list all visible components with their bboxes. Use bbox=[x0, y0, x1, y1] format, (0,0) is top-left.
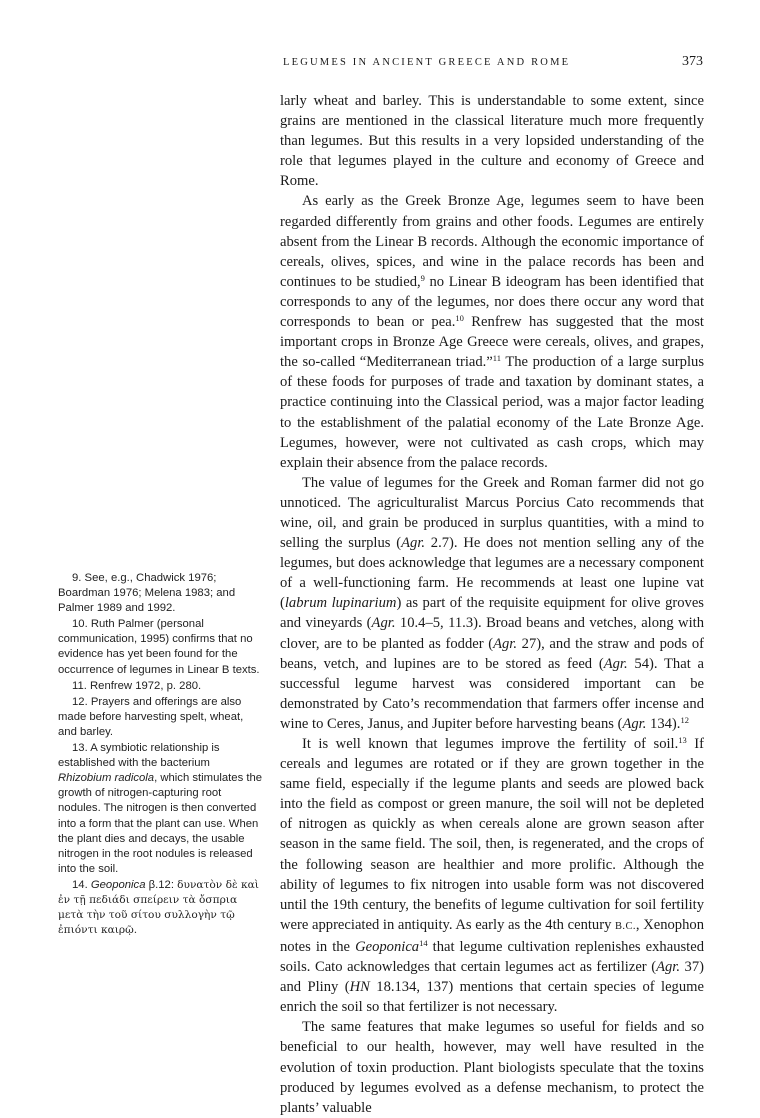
paragraph-1: larly wheat and barley. This is understandable to some extent, since grains are mentioned in the classical literature much more frequently than legumes. But this results in a very lopsided understanding of the role that legumes played in the culture and economy of Greece and Rome. bbox=[280, 93, 704, 190]
p4-text-3: , Xenophon notes in the bbox=[280, 916, 704, 955]
note-14-greek: δυνατὸν δὲ καὶ ἐν τῇ πεδιάδι σπείρειν τὰ ὄσπρια μετὰ τὴν τοῦ σίτου συλλογὴν τῷ ἐπιόντι καιρῷ. bbox=[58, 878, 259, 937]
note-11: 11. Renfrew 1972, p. 280. bbox=[72, 679, 202, 692]
p4-text-2: If cereals and legumes are rotated or if they are grown together in the same field, especially if the legume plants and seeds are plowed back into the field as compost or green manure, the soil will not be depleted of nitrogen as quickly as when cereals alone are grown season after season in the same field. The soil, then, is regenerated, and the crops of the following season are healthier and more prolific. Although the ability of legumes to fix nitrogen into usable form was not discovered until the 19th century, the benefits of legume cultivation for soil fertility were appreciated in antiquity. As early as the 4th century bbox=[280, 736, 704, 933]
note-13-text-a: 13. A symbiotic relationship is established with the bacterium bbox=[58, 742, 220, 770]
p3-text-1: The value of legumes for the Greek and Roman farmer did not go unnoticed. The agriculturalist Marcus Porcius Cato recommends that wine, oil, and grain be produced in surplus quantities, with a mind to selling the surplus ( bbox=[280, 474, 704, 552]
paragraph-5: The same features that make legumes so useful for fields and so beneficial to our health, however, may well have resulted in the evolution of toxin production. Plant biologists speculate that the toxins produced by legumes evolved as a defense mechanism, to protect the plants’ valuable bbox=[280, 1019, 704, 1116]
p3-cite-3: Agr. bbox=[493, 635, 518, 652]
p4-text-4: that legume cultivation replenishes exhausted soils. Cato acknowledges that certain legumes act as fertilizer ( bbox=[280, 938, 704, 976]
note-14-title: Geoponica bbox=[90, 878, 146, 891]
note-14-number: 14. bbox=[72, 878, 91, 891]
p3-text-6: 54). That a successful legume harvest was considered important can be demonstrated by Cato’s recommendation that farmers offer incense and wine to Ceres, Janus, and Jupiter before harvesting beans ( bbox=[280, 655, 704, 732]
p3-latin-term: labrum lupinarium bbox=[284, 595, 397, 612]
paragraph-3 bbox=[280, 473, 704, 734]
note-14 bbox=[58, 878, 264, 938]
footnote-ref-10[interactable]: 10 bbox=[455, 313, 464, 324]
note-13-text-b: , which stimulates the growth of nitrogen-capturing root nodules. The nitrogen is then converted into a form that the plant can use. When the plant dies and decays, the usable nitrogen in the root nodules is released into the soil. bbox=[58, 772, 263, 875]
p3-text-5: 27), and the straw and pods of beans, vetch, and lupines are to be stored as feed ( bbox=[280, 635, 704, 672]
sidenotes bbox=[58, 571, 264, 939]
footnote-ref-9[interactable]: 9 bbox=[420, 272, 425, 283]
page-number: 373 bbox=[682, 54, 703, 69]
footnote-ref-13[interactable]: 13 bbox=[678, 735, 687, 745]
p3-cite-1: Agr. bbox=[401, 535, 426, 552]
p4-text-6: 18.134, 137) mentions that certain species of legume enrich the soil so that fertilizer is not necessary. bbox=[280, 979, 704, 1016]
footnote-ref-14[interactable]: 14 bbox=[419, 937, 428, 948]
footnote-ref-11[interactable]: 11 bbox=[492, 353, 501, 364]
p3-text-3: ) as part of the requisite equipment for olive groves and vineyards ( bbox=[280, 595, 704, 632]
paragraph-2 bbox=[280, 191, 704, 472]
note-13-species: Rhizobium radicola bbox=[58, 772, 155, 785]
running-head: LEGUMES IN ANCIENT GREECE AND ROME bbox=[283, 57, 571, 68]
p4-geoponica: Geoponica bbox=[355, 938, 420, 955]
note-14-ref: β.12: bbox=[145, 878, 178, 891]
footnote-ref-12[interactable]: 12 bbox=[680, 714, 689, 725]
p3-cite-4: Agr. bbox=[603, 655, 628, 672]
note-10: 10. Ruth Palmer (personal communication, 1995) confirms that no evidence has yet been found for the occurrence of legumes in Linear B texts. bbox=[58, 618, 260, 676]
p3-text-7: 134). bbox=[646, 715, 681, 732]
p4-era: B.C. bbox=[615, 920, 636, 932]
note-9: 9. See, e.g., Chadwick 1976; Boardman 1976; Melena 1983; and Palmer 1989 and 1992. bbox=[58, 572, 236, 615]
p3-text-4: 10.4–5, 11.3). Broad beans and vetches, along with clover, are to be planted as fodder ( bbox=[280, 615, 704, 652]
p4-cite-hn: HN bbox=[349, 979, 370, 996]
p4-text-5: 37) and Pliny ( bbox=[280, 959, 705, 996]
page-header bbox=[283, 54, 703, 77]
p4-text-1: It is well known that legumes improve the fertility of soil. bbox=[302, 736, 679, 752]
p3-cite-5: Agr. bbox=[622, 715, 647, 732]
p2-text-4: The production of a large surplus of these foods for purposes of trade and taxation by dominant states, a practice continuing into the Classical period, was a major factor leading to the establishment of the palatial economy of the Late Bronze Age. Legumes, however, were not cultivated as cash crops, which may explain their absence from the palace records. bbox=[280, 354, 704, 471]
p2-text-1: As early as the Greek Bronze Age, legumes seem to have been regarded differently from grains and other foods. Legumes are entirely absent from the Linear B records. Although the economic importance of cereals, olives, spices, and wine in the palace records has been and continues to be studied, bbox=[280, 193, 704, 290]
p4-cite-agr: Agr. bbox=[656, 959, 680, 976]
main-text bbox=[280, 91, 704, 1118]
p2-text-2: no Linear B ideogram has been identified that corresponds to any of the legumes, nor does there occur any word that corresponds to bean or pea. bbox=[280, 273, 704, 331]
paragraph-4 bbox=[280, 734, 704, 1017]
note-12: 12. Prayers and offerings are also made before harvesting spelt, wheat, and barley. bbox=[58, 695, 244, 738]
note-13 bbox=[58, 741, 264, 877]
p3-cite-2: Agr. bbox=[371, 615, 396, 632]
p3-text-2: 2.7). He does not mention selling any of the legumes, but does acknowledge that legumes are a necessary component of a well-functioning farm. He recommends at least one lupine vat ( bbox=[280, 535, 704, 612]
p2-text-3: Renfrew has suggested that the most important crops in Bronze Age Greece were cereals, olives, and grapes, the so-called “Mediterranean triad.” bbox=[280, 314, 704, 371]
